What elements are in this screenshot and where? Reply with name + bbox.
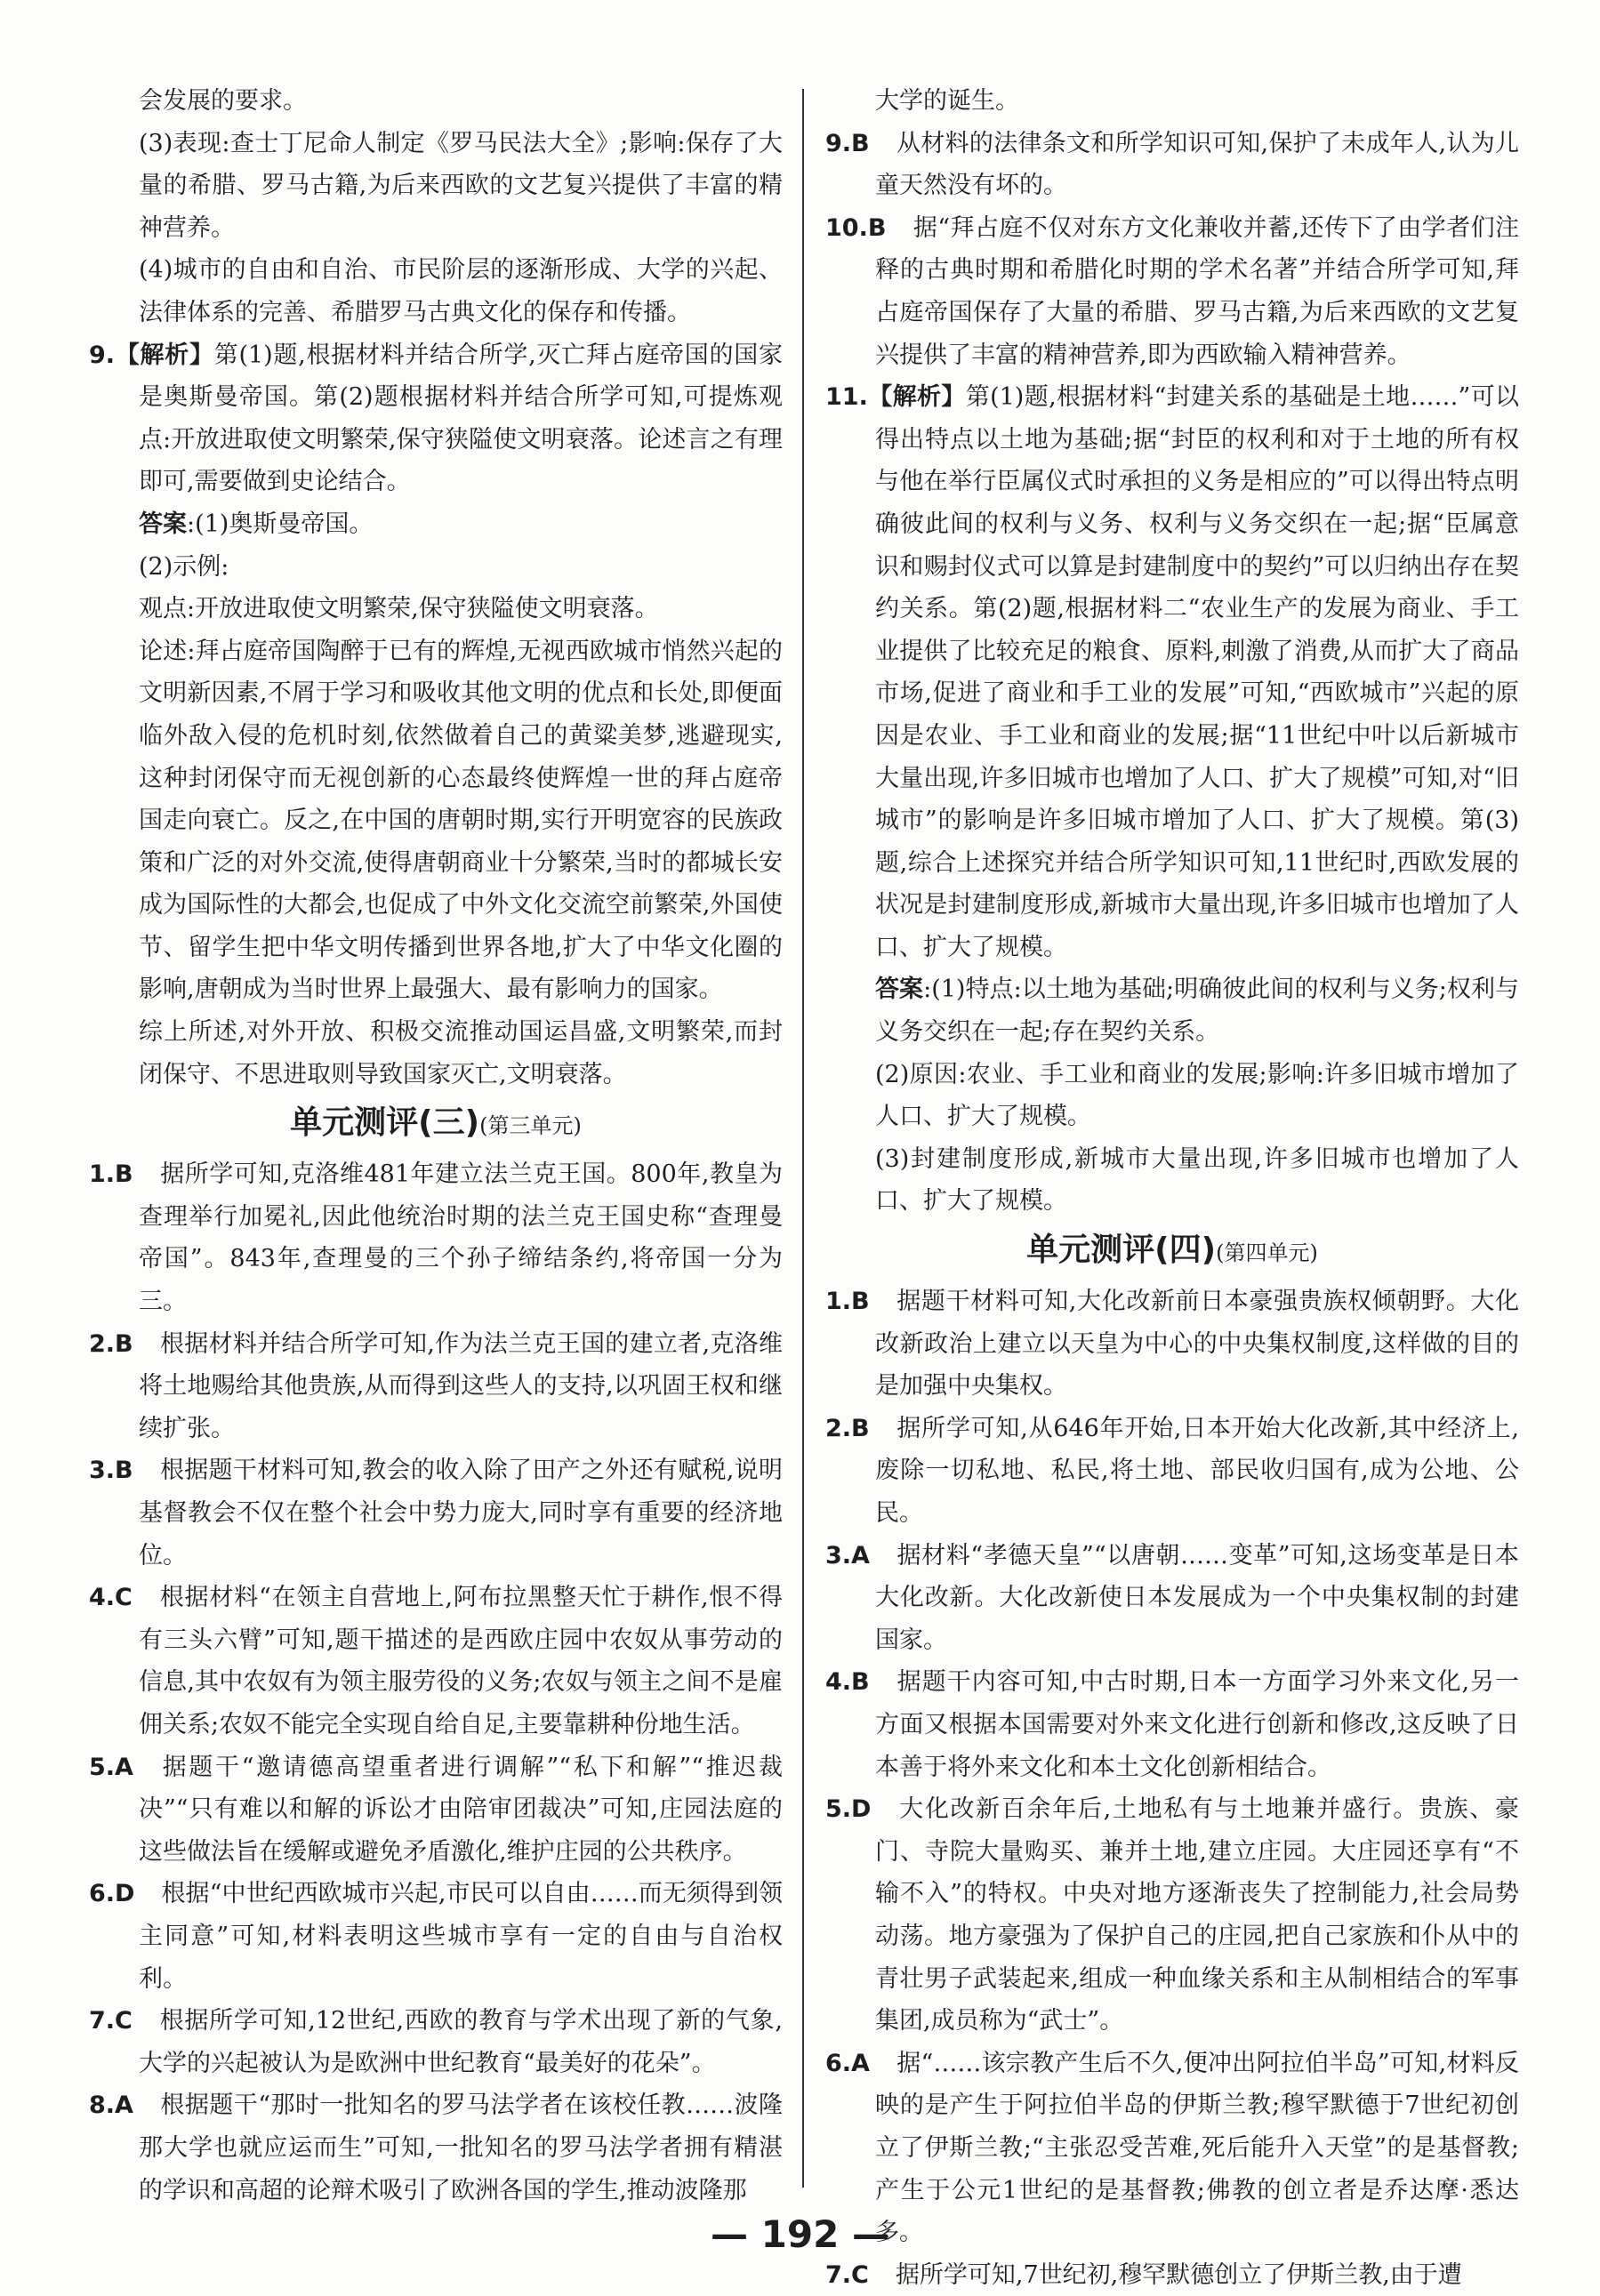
explanation-text: 根据题干“那时一批知名的罗马法学者在该校任教……波隆那大学也就应运而生”可知,一批知名的罗马法学者拥有精湛的学识和高超的论辩术吸引了欧洲各国的学生,推动波隆那 xyxy=(139,2091,783,2204)
explanation-text: 据所学可知,从646年开始,日本开始大化改新,其中经济上,废除一切私地、私民,将土地、部民收归国有,成为公地、公民。 xyxy=(875,1414,1519,1527)
section-subtitle: (第四单元) xyxy=(1216,1240,1318,1266)
explanation-text: 据所学可知,7世纪初,穆罕默德创立了伊斯兰教,由于遭 xyxy=(895,2260,1462,2289)
section-heading-3 xyxy=(89,1101,783,1148)
answer-choice: B xyxy=(851,1288,870,1316)
answer-item xyxy=(89,1153,783,1322)
answer-choice: A xyxy=(851,1541,870,1569)
answer-item xyxy=(825,1408,1519,1535)
analysis-tag: 【解析】 xyxy=(115,341,214,369)
question-number: 6. xyxy=(825,2049,852,2077)
answer-item xyxy=(825,207,1519,376)
explanation-text: 据“拜占庭不仅对东方文化兼收并蓄,还传下了由学者们注释的古典时期和希腊化时期的学术名著”并结合所学可知,拜占庭帝国保存了大量的希腊、罗马古籍,为后来西欧的文艺复兴提供了丰富的精神营养,即为西欧输入精神营养。 xyxy=(875,213,1519,369)
text-paragraph: (3)表现:查士丁尼命人制定《罗马民法大全》;影响:保存了大量的希腊、罗马古籍,为后来西欧的文艺复兴提供了丰富的精神营养。 xyxy=(139,129,783,242)
answer-choice: C xyxy=(115,2007,133,2035)
unit3-answer-list xyxy=(89,1153,783,2212)
question-number: 5. xyxy=(89,1753,116,1781)
question-number: 5. xyxy=(825,1795,852,1824)
answer-item xyxy=(825,2254,1519,2296)
question-number: 2. xyxy=(89,1329,116,1358)
answer-line: (3)封建制度形成,新城市大量出现,许多旧城市也增加了人口、扩大了规模。 xyxy=(875,1144,1519,1216)
analysis-text: 第(1)题,根据材料“封建关系的基础是土地……”可以得出特点以土地为基础;据“封臣的权利和对于土地的所有权与他在举行臣属仪式时承担的义务是相应的”可以得出特点明确彼此间的权利与义务、权利与义务交织在一起;据“臣属意识和赐封仪式可以算是封建制度中的契约”可以归纳出存在契约关系。第(2)题,根据材料二“农业生产的发展为商业、手工业提供了比较充足的粮食、原料,刺激了消费,从而扩大了商品市场,促进了商业和手工业的发展”可知,“西欧城市”兴起的原因是农业、手工业和商业的发展;据“11世纪中叶以后新城市大量出现,许多旧城市也增加了人口、扩大了规模”可知,对“旧城市”的影响是许多旧城市增加了人口、扩大了规模。第(3)题,综合上述探究并结合所学知识可知,11世纪时,西欧发展的状况是封建制度形成,新城市大量出现,许多旧城市也增加了人口、扩大了规模。 xyxy=(875,383,1520,961)
column-divider xyxy=(802,89,804,2188)
answer-item xyxy=(89,1323,783,1450)
question-number: 1. xyxy=(89,1160,116,1189)
answer-choice: B xyxy=(867,213,887,242)
answer-item xyxy=(89,1449,783,1577)
question-number: 11. xyxy=(825,383,868,412)
unit4-answer-list xyxy=(825,1280,1519,2296)
answer-choice: B xyxy=(115,1457,133,1485)
explanation-text: 据题干内容可知,中古时期,日本一方面学习外来文化,另一方面又根据本国需要对外来文化进行创新和修改,这反映了日本善于将外来文化和本土文化创新相结合。 xyxy=(875,1668,1519,1781)
answer-choice: D xyxy=(115,1880,135,1908)
answer-choice: B xyxy=(851,1414,870,1442)
answer-item xyxy=(89,1577,783,1746)
explanation-text: 根据题干材料可知,教会的收入除了田产之外还有赋税,说明基督教会不仅在整个社会中势力庞大,同时享有重要的经济地位。 xyxy=(139,1457,783,1569)
answer-line xyxy=(825,968,1519,1053)
text-paragraph: 大学的诞生。 xyxy=(875,87,1019,115)
answer-text: :(1)奥斯曼帝国。 xyxy=(187,510,374,538)
question-number: 6. xyxy=(89,1880,116,1908)
answer-choice: A xyxy=(851,2049,870,2077)
explanation-text: 根据材料“在领主自营地上,阿布拉黑整天忙于耕作,恨不得有三头六臂”可知,题干描述的是西欧庄园中农奴从事劳动的信息,其中农奴有为领主服劳役的义务;农奴与领主之间不是雇佣关系;农奴不能完全实现自给自足,主要靠耕种份地生活。 xyxy=(139,1584,783,1738)
answer-item xyxy=(825,123,1519,207)
question-number: 1. xyxy=(825,1288,852,1316)
right-column xyxy=(825,80,1519,2296)
answer-item xyxy=(89,2000,783,2084)
question-number: 3. xyxy=(89,1457,116,1485)
question-number: 10. xyxy=(825,213,868,242)
question-number: 7. xyxy=(825,2260,852,2289)
answer-line: (2)示例: xyxy=(139,552,229,581)
explanation-text: 根据材料并结合所学可知,作为法兰克王国的建立者,克洛维将土地赐给其他贵族,从而得到这些人的支持,以巩固王权和继续扩张。 xyxy=(139,1329,783,1442)
explanation-text: 据所学可知,克洛维481年建立法兰克王国。800年,教皇为查理举行加冕礼,因此他统治时期的法兰克王国史称“查理曼帝国”。843年,查理曼的三个孙子缔结条约,将帝国一分为三。 xyxy=(139,1160,783,1316)
section-heading-4 xyxy=(825,1228,1519,1275)
section-title: 单元测评(三) xyxy=(290,1104,480,1142)
left-column xyxy=(89,80,783,2212)
answer-label: 答案 xyxy=(139,510,187,538)
question-number: 3. xyxy=(825,1541,852,1569)
answer-choice: B xyxy=(115,1160,133,1189)
answer-choice: B xyxy=(115,1329,133,1358)
explanation-text: 据材料“孝德天皇”“以唐朝……变革”可知,这场变革是日本大化改新。大化改新使日本发展成为一个中央集权制的封建国家。 xyxy=(875,1541,1519,1654)
text-paragraph: (4)城市的自由和自治、市民阶层的逐渐形成、大学的兴起、法律体系的完善、希腊罗马古典文化的保存和传播。 xyxy=(139,256,783,326)
answer-line: 观点:开放进取使文明繁荣,保守狭隘使文明衰落。 xyxy=(139,595,659,623)
answer-item xyxy=(825,1280,1519,1408)
answer-choice: D xyxy=(851,1795,872,1824)
question-number: 4. xyxy=(89,1584,116,1612)
answer-choice: C xyxy=(115,1584,133,1612)
answer-conclusion: 综上所述,对外开放、积极交流推动国运昌盛,文明繁荣,而封闭保守、不思进取则导致国家灭亡,文明衰落。 xyxy=(139,1018,783,1088)
question-number: 2. xyxy=(825,1414,852,1442)
analysis-tag: 【解析】 xyxy=(867,383,966,412)
answer-text: :(1)特点:以土地为基础;明确彼此间的权利与义务;权利与义务交织在一起;存在契约关系。 xyxy=(875,975,1519,1047)
answer-choice: B xyxy=(851,129,870,157)
explanation-text: 根据所学可知,12世纪,西欧的教育与学术出现了新的气象,大学的兴起被认为是欧洲中世纪教育“最美好的花朵”。 xyxy=(139,2007,783,2077)
answer-line xyxy=(89,503,783,546)
section-title: 单元测评(四) xyxy=(1026,1232,1217,1269)
question-number: 4. xyxy=(825,1668,852,1697)
answer-item xyxy=(89,2084,783,2212)
answer-item xyxy=(89,1873,783,2000)
answer-item xyxy=(825,1788,1519,2043)
question-number: 9. xyxy=(89,341,116,369)
question-number: 7. xyxy=(89,2007,116,2035)
answer-item xyxy=(825,1661,1519,1788)
answer-item xyxy=(89,1746,783,1874)
answer-item xyxy=(825,1535,1519,1662)
answer-line: (2)原因:农业、手工业和商业的发展;影响:许多旧城市增加了人口、扩大了规模。 xyxy=(875,1060,1519,1131)
answer-essay: 论述:拜占庭帝国陶醉于已有的辉煌,无视西欧城市悄然兴起的文明新因素,不屑于学习和吸收其他文明的优点和长处,即便面临外敌入侵的危机时刻,依然做着自己的黄粱美梦,逃避现实,这种封闭保守而无视创新的心态最终使辉煌一世的拜占庭帝国走向衰亡。反之,在中国的唐朝时期,实行开明宽容的民族政策和广泛的对外交流,使得唐朝商业十分繁荣,当时的都城长安成为国际性的大都会,也促成了中外文化交流空前繁荣,外国使节、留学生把中华文明传播到世界各地,扩大了中华文化圈的影响,唐朝成为当时世界上最强大、最有影响力的国家。 xyxy=(139,637,783,1004)
answer-choice: A xyxy=(115,1753,133,1781)
text-paragraph: 会发展的要求。 xyxy=(139,87,307,115)
question-number: 9. xyxy=(825,129,852,157)
answer-choice: C xyxy=(851,2260,869,2289)
explanation-text: 从材料的法律条文和所学知识可知,保护了未成年人,认为儿童天然没有坏的。 xyxy=(875,129,1519,200)
analysis-text: 第(1)题,根据材料并结合所学,灭亡拜占庭帝国的国家是奥斯曼帝国。第(2)题根据材料并结合所学可知,可提炼观点:开放进取使文明繁荣,保守狭隘使文明衰落。论述言之有理即可,需要做到史论结合。 xyxy=(139,341,783,496)
explanation-text: 根据“中世纪西欧城市兴起,市民可以自由……而无须得到领主同意”可知,材料表明这些城市享有一定的自由与自治权利。 xyxy=(139,1880,783,1993)
explanation-text: 据题干“邀请德高望重者进行调解”“私下和解”“推迟裁决”“只有难以和解的诉讼才由陪审团裁决”可知,庄园法庭的这些做法旨在缓解或避免矛盾激化,维护庄园的公共秩序。 xyxy=(139,1753,783,1866)
explanation-text: 据题干材料可知,大化改新前日本豪强贵族权倾朝野。大化改新政治上建立以天皇为中心的中央集权制度,这样做的目的是加强中央集权。 xyxy=(875,1288,1519,1401)
question-number: 8. xyxy=(89,2091,116,2120)
answer-label: 答案 xyxy=(875,975,924,1004)
answer-choice: A xyxy=(115,2091,133,2120)
explanation-text: 大化改新百余年后,土地私有与土地兼并盛行。贵族、豪门、寺院大量购买、兼并土地,建立庄园。大庄园还享有“不输不入”的特权。中央对地方逐渐丧失了控制能力,社会局势动荡。地方豪强为了保护自己的庄园,把自己家族和仆从中的青壮男子武装起来,组成一种血缘关系和主从制相结合的军事集团,成员称为“武士”。 xyxy=(875,1795,1519,2035)
answer-choice: B xyxy=(851,1668,870,1697)
question-9-analysis xyxy=(89,334,783,503)
page-number: — 192 — xyxy=(711,2212,889,2256)
section-subtitle: (第三单元) xyxy=(479,1113,582,1139)
explanation-text: 据“……该宗教产生后不久,便冲出阿拉伯半岛”可知,材料反映的是产生于阿拉伯半岛的伊斯兰教;穆罕默德于7世纪初创立了伊斯兰教;“主张忍受苦难,死后能升入天堂”的是基督教;产生于公元1世纪的是基督教;佛教的创立者是乔达摩·悉达多。 xyxy=(875,2049,1519,2247)
unit3-answer-list-cont xyxy=(825,123,1519,377)
question-11-analysis xyxy=(825,376,1519,968)
